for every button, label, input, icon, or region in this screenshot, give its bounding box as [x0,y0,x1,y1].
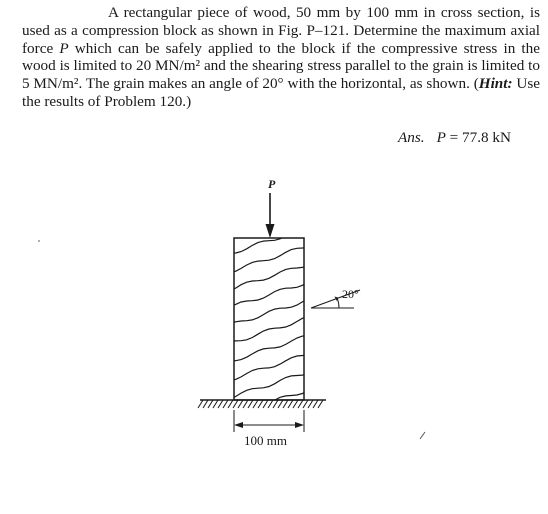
hatch-stroke [218,400,223,408]
hatch-stroke [318,400,323,408]
hatch-stroke [253,400,258,408]
statement-part-2: which can be safely applied to the block if the compressive stress in the wood is limited to 20 MN/m² and the shearing stress parallel to the grain is limited to 5 MN/m². The grain makes an angle of 20° with the horizontal, as shown. ( [22,39,540,93]
hatch-stroke [213,400,218,408]
answer-label: Ans. [398,129,425,146]
hatch-stroke [298,400,303,408]
width-dimension [234,410,304,432]
hatch-stroke [308,400,313,408]
hatch-stroke [263,400,268,408]
hatch-stroke [198,400,203,408]
hatch-stroke [243,400,248,408]
statement-part-1: A rectangular piece of wood, 50 mm by 100 mm in cross section, is used as a compression block as shown in Fig. P–121. Determine the maximum axial force [22,4,540,57]
load-arrow [266,193,275,238]
hatch-stroke [208,400,213,408]
hatch-stroke [238,400,243,408]
answer-value: = 77.8 kN [445,129,511,146]
hatch-stroke [313,400,318,408]
hatch-stroke [233,400,238,408]
ground-support [198,400,326,408]
hatch-stroke [203,400,208,408]
hatch-stroke [293,400,298,408]
hatch-stroke [273,400,278,408]
grain-line [230,407,308,433]
hatch-stroke [303,400,308,408]
statement-part-3: Use the results of Problem 120.) [22,75,540,110]
hint-label: Hint: [478,75,513,93]
ground-hatching [198,400,323,408]
hatch-stroke [283,400,288,408]
hatch-stroke [268,400,273,408]
hatch-stroke [248,400,253,408]
load-label: P [268,177,276,191]
force-variable: P [59,39,69,57]
angle-label: 20° [342,287,359,301]
hatch-stroke [258,400,263,408]
answer-variable: P [436,129,446,146]
hatch-stroke [223,400,228,408]
hatch-stroke [288,400,293,408]
width-label: 100 mm [244,433,287,448]
hatch-stroke [228,400,233,408]
scan-marks [38,240,425,439]
hatch-stroke [278,400,283,408]
